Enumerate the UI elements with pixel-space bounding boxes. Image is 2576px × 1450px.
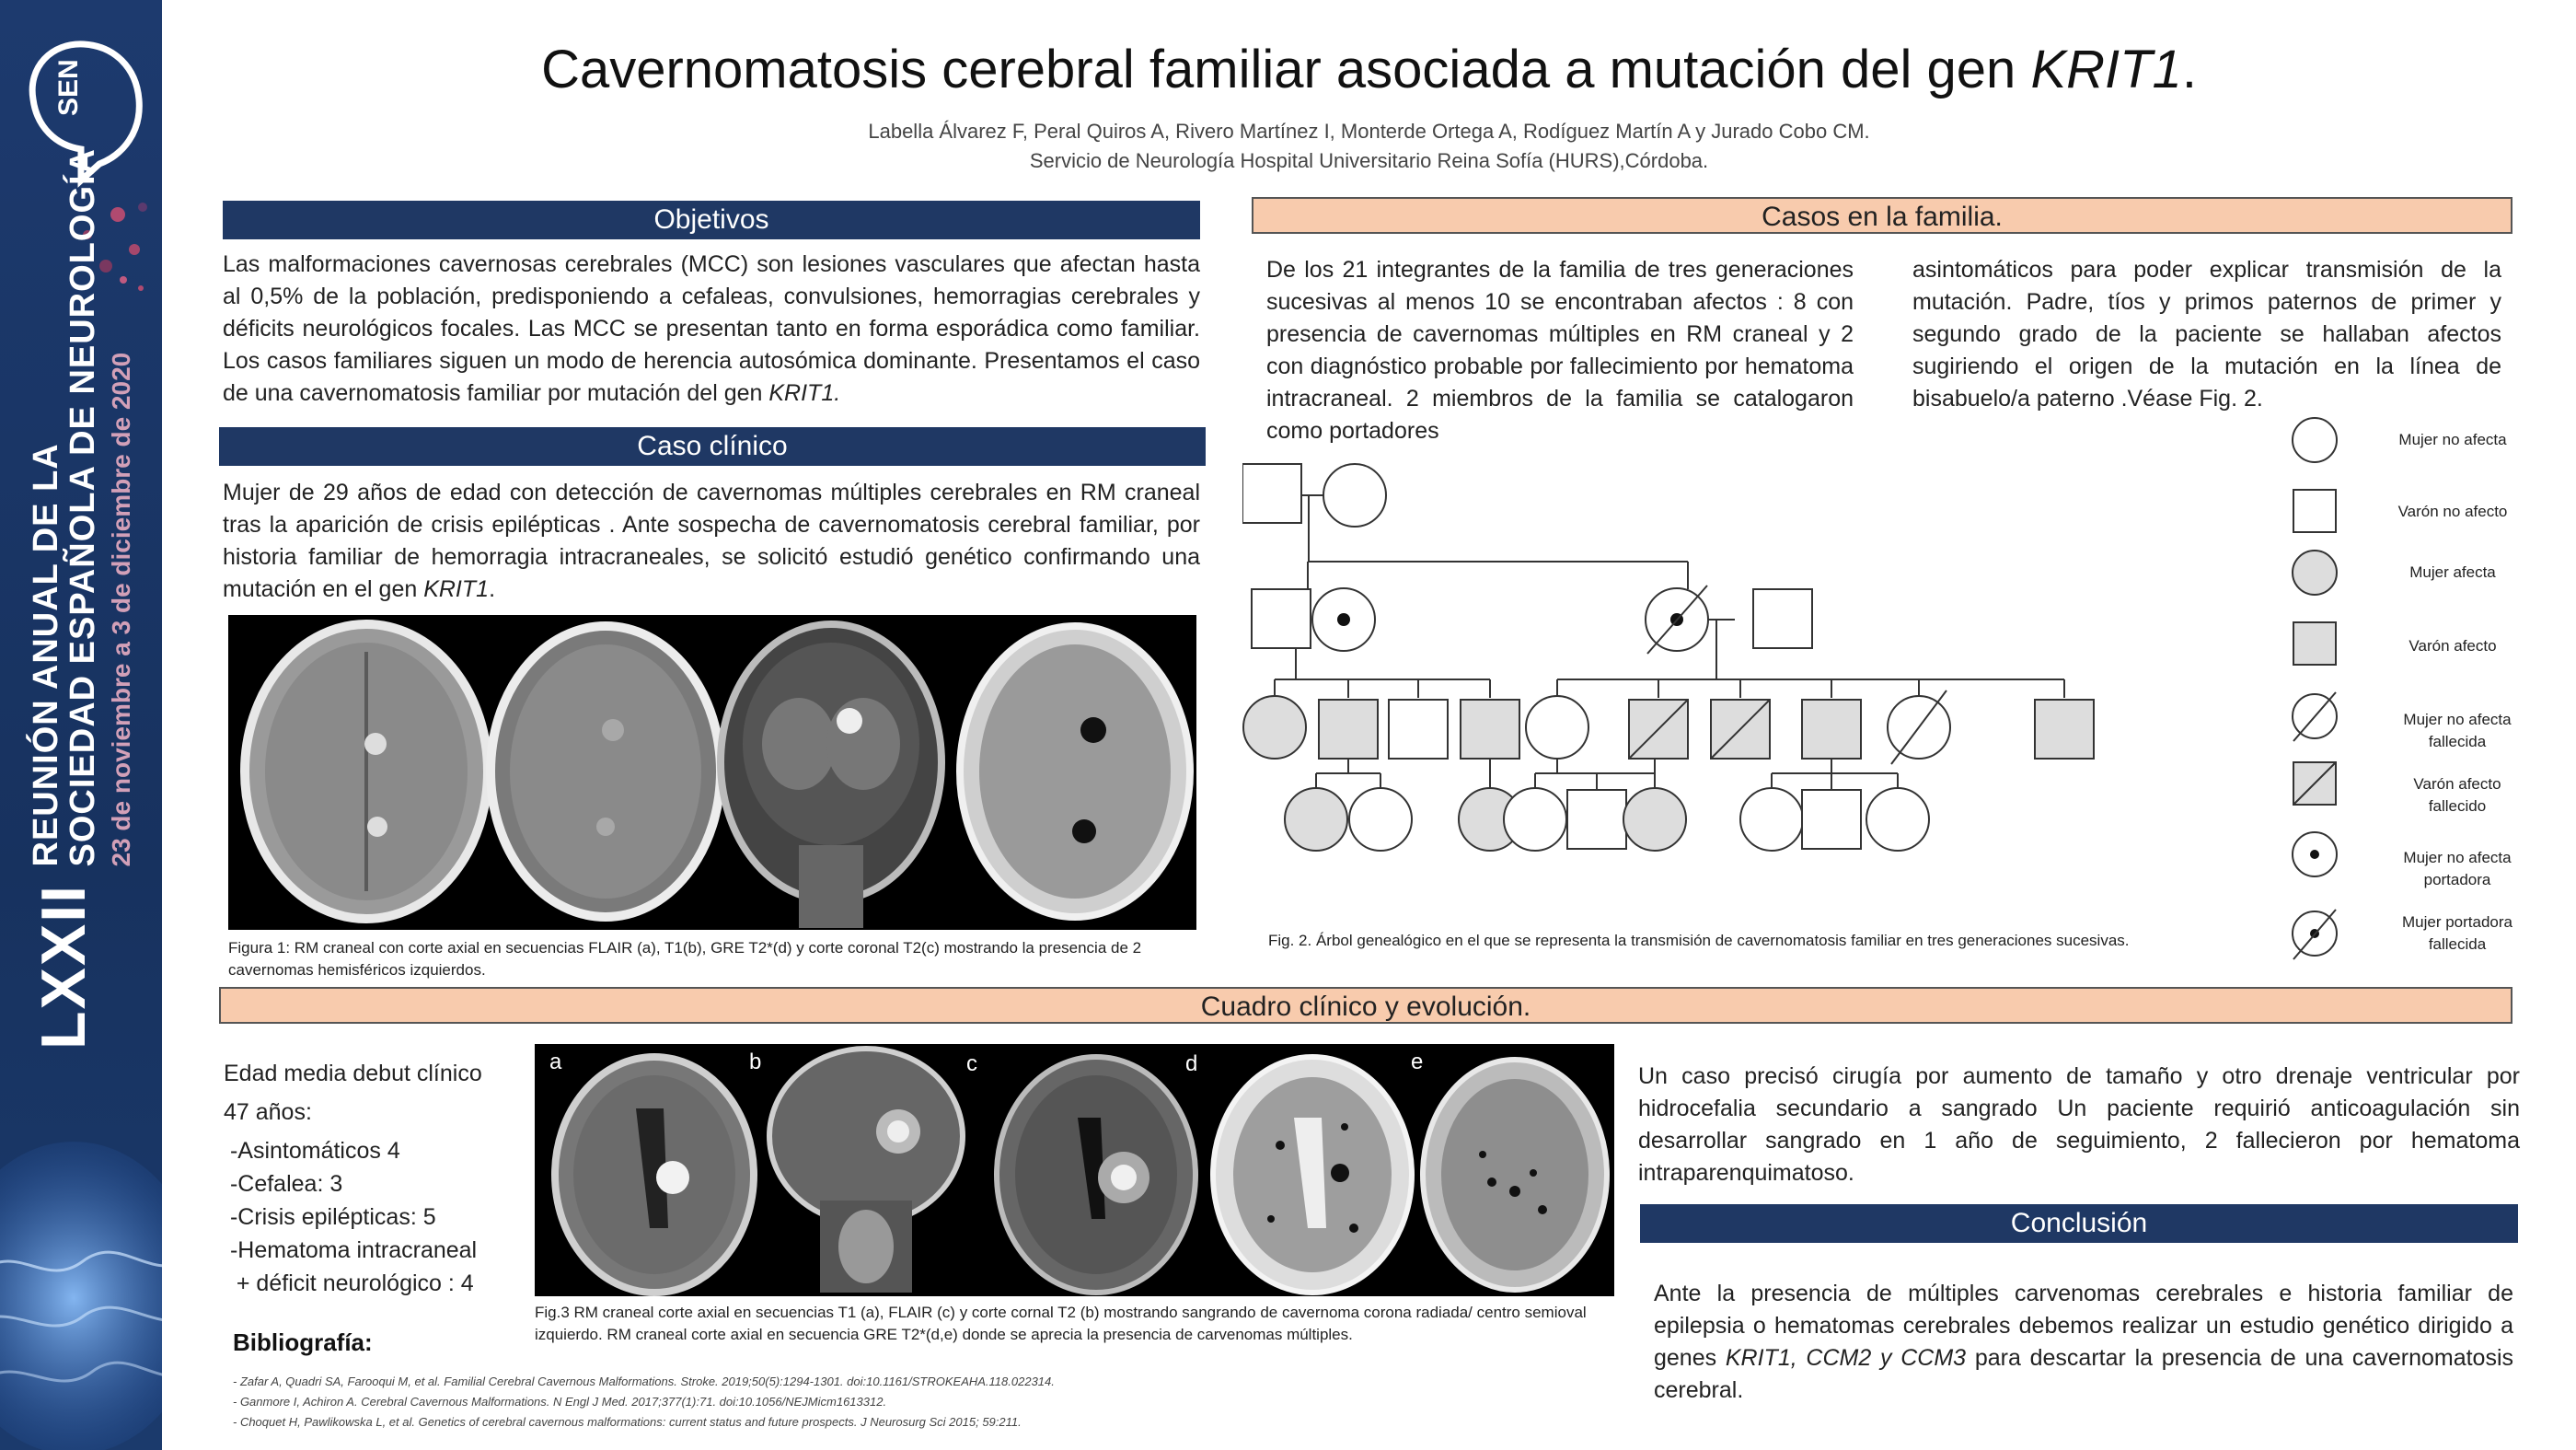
brain-illustration <box>0 1086 162 1450</box>
legend-label: Mujer no afecta <box>2398 431 2507 448</box>
banner-line-1: REUNIÓN ANUAL DE LA <box>27 443 65 867</box>
panel-letter-c: c <box>966 1051 977 1076</box>
figure-1-caption: Figura 1: RM craneal con corte axial en secuencias FLAIR (a), T1(b), GRE T2*(d) y corte coronal T2(c) mostrando la presencia de 2 cavernomas hemisféricos izquierdos. <box>228 939 1142 979</box>
panel-letter-b: b <box>749 1050 762 1074</box>
banner-line-2: SOCIEDAD ESPAÑOLA DE NEUROLOGÍA <box>64 148 102 867</box>
list-item: 47 años: <box>224 1099 312 1125</box>
legend-label: Mujer portadora fallecida <box>2401 913 2512 953</box>
list-item: -Crisis epilépticas: 5 <box>224 1204 436 1230</box>
banner-dates: 23 de noviembre a 3 de diciembre de 2020 <box>107 352 135 867</box>
panel-letter-a: a <box>549 1050 562 1074</box>
list-item: -Asintomáticos 4 <box>224 1138 400 1164</box>
panel-letter-e: e <box>1411 1050 1424 1074</box>
logo-text: SEN <box>53 59 84 116</box>
pedigree-chart <box>1242 451 2255 884</box>
familia-text-col2: asintomáticos para poder explicar transmisión de la mutación. Padre, tíos y primos paternos de primer y segundo grado de la paciente se hallaban afectos sugiriendo el origen de la mutación en la línea de bisabuelo/a paterno .Véase Fig. 2. <box>1912 257 2501 412</box>
legend-symbol-female-affected <box>2293 551 2337 595</box>
legend-label: Varón afecto <box>2409 637 2497 655</box>
bibliografia-title: Bibliografía: <box>233 1328 373 1356</box>
list-item: + déficit neurológico : 4 <box>224 1270 474 1296</box>
legend-symbol-female-unaffected <box>2293 418 2337 462</box>
figure-3-caption: Fig.3 RM craneal corte axial en secuencias T1 (a), FLAIR (c) y corte cornal T2 (b) mostrando sangrando de cavernoma corona radiada/ centro semioval izquierdo. RM craneal corte axial en secuencia GRE T2*(d,e) donde se aprecia la presencia de carvenomas múltiples. <box>535 1304 1587 1343</box>
conference-banner <box>0 0 162 1450</box>
conclusion-text: Ante la presencia de múltiples carvenomas cerebrales e historia familiar de epilepsia o hematomas cerebrales debemos realizar un estudio genético dirigido a genes KRIT1, CCM2 y CCM3 para descartar la presencia de una cavernomatosis cerebral. <box>1654 1281 2514 1403</box>
caso-clinico-header: Caso clínico <box>219 427 1206 466</box>
legend-symbol-male-unaffected <box>2293 490 2336 532</box>
panel-letter-d: d <box>1185 1051 1198 1076</box>
legend-label: Varón no afecto <box>2397 503 2508 520</box>
objetivos-text: Las malformaciones cavernosas cerebrales (MCC) son lesiones vasculares que afectan hasta al 0,5% de la población, predisponiendo a cefaleas, convulsiones, hemorragias cerebrales y déficits neurológicos focales. Las MCC se presentan tanto en forma esporádica como familiar. Los casos familiares siguen un modo de herencia autosómica dominante. Presentamos el caso de una cavernomatosis familiar por mutación del gen KRIT1. <box>223 251 1200 406</box>
banner-text <box>28 148 136 1050</box>
authors: Labella Álvarez F, Peral Quiros A, Rivero Martínez I, Monterde Ortega A, Rodíguez Martín A y Jurado Cobo CM. <box>868 120 1870 143</box>
list-item: -Hematoma intracraneal <box>224 1237 478 1263</box>
conclusion-header: Conclusión <box>1640 1204 2518 1243</box>
cuadro-clinico-header: Cuadro clínico y evolución. <box>219 987 2512 1024</box>
evolution-text: Un caso precisó cirugía por aumento de tamaño y otro drenaje ventricular por hidrocefalia secundario a sangrado Un paciente requirió anticoagulación sin desarrollar sangrado en 1 año de seguimiento, 2 fallecieron por hematoma intraparenquimatoso. <box>1638 1063 2520 1186</box>
clinical-summary-list <box>224 1057 527 1300</box>
legend-label: Mujer no afecta fallecida <box>2403 711 2512 750</box>
affiliation: Servicio de Neurología Hospital Universitario Reina Sofía (HURS),Córdoba. <box>1029 149 1709 172</box>
mri-figure-1 <box>228 615 1196 930</box>
poster-title: Cavernomatosis cerebral familiar asociada a mutación del gen KRIT1. <box>541 40 2197 99</box>
legend-symbol-male-affected <box>2293 622 2336 665</box>
edition-number: LXXII <box>29 883 98 1050</box>
objetivos-header: Objetivos <box>223 201 1200 239</box>
figure-2-caption: Fig. 2. Árbol genealógico en el que se representa la transmisión de cavernomatosis familiar en tres generaciones sucesivas. <box>1268 932 2130 949</box>
legend-label: Mujer no afecta portadora <box>2403 849 2512 888</box>
reference-item: - Zafar A, Quadri SA, Farooqui M, et al. Familial Cerebral Cavernous Malformations. Stroke. 2019;50(5):1294-1301. doi:10.1161/STROKEAHA.118.022314. <box>233 1375 1055 1388</box>
pedigree-legend <box>2282 405 2559 976</box>
reference-item: - Choquet H, Pawlikowska L, et al. Genetics of cerebral cavernous malformations: current status and future prospects. J Neurosurg Sci 2015; 59:211. <box>233 1415 1022 1429</box>
list-item: Edad media debut clínico <box>224 1061 482 1086</box>
legend-label: Varón afecto fallecido <box>2413 775 2501 815</box>
reference-item: - Ganmore I, Achiron A. Cerebral Cavernous Malformations. N Engl J Med. 2017;377(1):71. doi:10.1056/NEJMicm1613312. <box>233 1395 887 1409</box>
legend-label: Mujer afecta <box>2409 563 2496 581</box>
mri-figure-3 <box>535 1044 1614 1296</box>
caso-clinico-text: Mujer de 29 años de edad con detección de cavernomas múltiples cerebrales en RM craneal tras la aparición de crisis epilépticas . Ante sospecha de cavernomatosis cerebral familiar, por historia familiar de hemorragia intracraneales, se solicitó estudió genético confirmando una mutación en el gen KRIT1. <box>223 480 1200 602</box>
casos-familia-header: Casos en la familia. <box>1252 197 2512 234</box>
list-item: -Cefalea: 3 <box>224 1171 343 1197</box>
familia-text-col1: De los 21 integrantes de la familia de tres generaciones sucesivas al menos 10 se encontraban afectos : 8 con presencia de cavernomas múltiples en RM craneal y 2 con diagnóstico probable por fallecimiento por hematoma intracraneal. 2 miembros de la familia se catalogaron como portadores <box>1266 257 1854 444</box>
